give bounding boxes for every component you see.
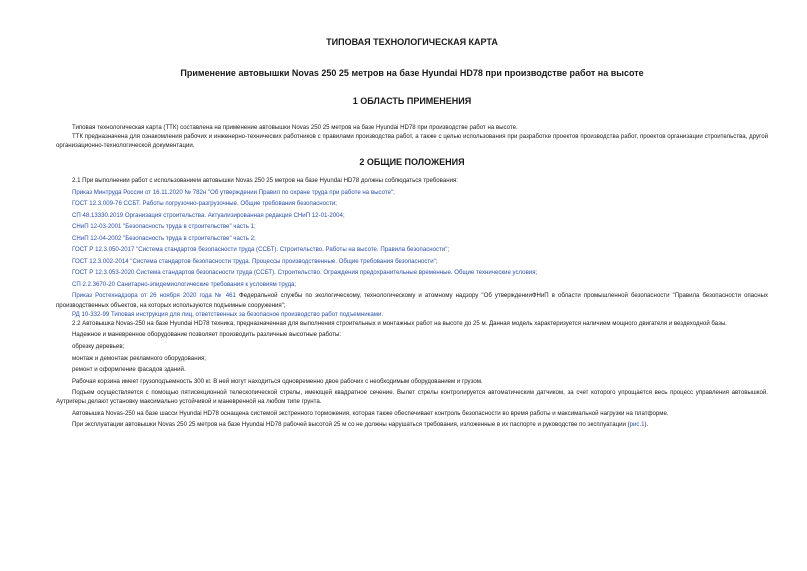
list-item: монтаж и демонтаж рекламного оборудования; xyxy=(72,354,206,362)
list-item: обрезку деревьев; xyxy=(72,343,125,351)
reference-link[interactable]: СП 2.2.3670-20 Санитарно-эпидемиологические требования к условиям труда; xyxy=(72,280,297,288)
paragraph: Подъем осуществляется с помощью пятисекционной телескопической стрелы, имеющей квадратное сечение. Вылет стрелы контролируется автоматическим датчиком, за счет которого упрощается весь процесс управления автовышкой. Аутригеры делают установку максимально устойчивой и маневренной на любом типе грунта. xyxy=(56,389,768,406)
section-1-heading: 1 ОБЛАСТЬ ПРИМЕНЕНИЯ xyxy=(352,96,472,106)
reference-link[interactable]: СНиП 12-04-2002 "Безопасность труда в строительстве" часть 2; xyxy=(72,234,256,242)
reference-link[interactable]: Приказ Минтруда России от 16.11.2020 № 782н "Об утверждении Правил по охране труда при работе на высоте"; xyxy=(72,188,395,196)
section-2-heading: 2 ОБЩИЕ ПОЛОЖЕНИЯ xyxy=(359,157,465,167)
paragraph-text-end: ). xyxy=(644,421,649,429)
paragraph: Рабочая корзина имеет грузоподъемность 300 кг. В ней могут находиться одновременно двое рабочих с необходимым оборудованием и грузом. xyxy=(72,377,483,385)
paragraph: 2.2 Автовышка Novas-250 на базе Hyundai HD78 техника, предназначенная для выполнения строительных и монтажных работ на высоте до 25 м. Данная модель характеризуется наличием мощного двигателя и вездеходной базы. xyxy=(72,319,727,327)
paragraph: 2.1 При выполнении работ с использованием автовышки Novas 250 25 метров на базе Hyundai HD78 должны соблюдаться требования: xyxy=(72,177,458,184)
figure-1-link[interactable]: рис.1 xyxy=(629,421,645,429)
paragraph: Автовышка Novas-250 на базе шасси Hyundai HD78 оснащена системой экстренного торможения, которая также обеспечивает контроль безопасности во время работы и максимальной нагрузки на платформе. xyxy=(72,409,669,417)
document-subtitle: Применение автовышки Novas 250 25 метров на базе Hyundai HD78 при производстве работ на высоте xyxy=(180,68,644,78)
paragraph xyxy=(56,420,768,429)
document-title: ТИПОВАЯ ТЕХНОЛОГИЧЕСКАЯ КАРТА xyxy=(326,37,498,47)
list-item: ремонт и оформление фасадов зданий. xyxy=(72,366,186,374)
paragraph: Надежное и маневренное оборудование позволяет производить различные высотные работы: xyxy=(72,331,342,339)
reference-link[interactable]: ГОСТ Р 12.3.053-2020 Система стандартов безопасности труда (ССБТ). Строительство. Ограждения предохранительные временные. Общие технические условия; xyxy=(72,269,538,277)
section-2-body xyxy=(56,176,768,430)
reference-link[interactable]: ГОСТ Р 12.3.050-2017 "Система стандартов безопасности труда (ССБТ). Строительство. Работы на высоте. Правила безопасности"; xyxy=(72,246,450,254)
reference-link[interactable]: ГОСТ 12.3.002-2014 "Система стандартов безопасности труда. Процессы производственные. Общие требования безопасности"; xyxy=(72,257,438,265)
paragraph: Типовая технологическая карта (ТТК) составлена на применение автовышки Novas 250 25 метров на базе Hyundai HD78 при производстве работ на высоте. xyxy=(72,124,518,131)
reference-text: Федеральной службы по экологическому, технологическому и атомному надзору "Об утвержденииФНиП в области промышленной безопасности "Правила безопасности опасных производственных объектов, на которых используются подъемные сооружения"; xyxy=(56,292,768,309)
paragraph-text: При эксплуатации автовышки Novas 250 25 метров на базе Hyundai HD78 рабочей высотой 25 м со не должны нарушаться требования, изложенные в их паспорте и руководстве по эксплуатации ( xyxy=(72,421,630,429)
reference-link[interactable]: ГОСТ 12.3.009-76 ССБТ. Работы погрузочно-разгрузочные. Общие требования безопасности; xyxy=(72,200,337,208)
rostekhnadzor-order-link[interactable]: Приказ Ростехнадзора от 26 ноября 2020 года № 461 xyxy=(72,292,236,300)
reference-link[interactable]: СНиП 12-03-2001 "Безопасность труда в строительстве" часть 1; xyxy=(72,223,256,231)
reference-link[interactable]: РД 10-332-99 Типовая инструкция для лиц, ответственных за безопасное производство работ подъемниками. xyxy=(72,310,384,318)
paragraph: ТТК предназначена для ознакомления рабочих и инженерно-технических работников с правилами производства работ, а также с целью использования при разработке проектов производства работ, проектов организации строительства, другой организационно-технологической документации. xyxy=(56,133,768,150)
reference-link[interactable]: СП 48.13330.2019 Организация строительства. Актуализированная редакция СНиП 12-01-2004; xyxy=(72,211,345,219)
section-1-body xyxy=(56,123,768,150)
